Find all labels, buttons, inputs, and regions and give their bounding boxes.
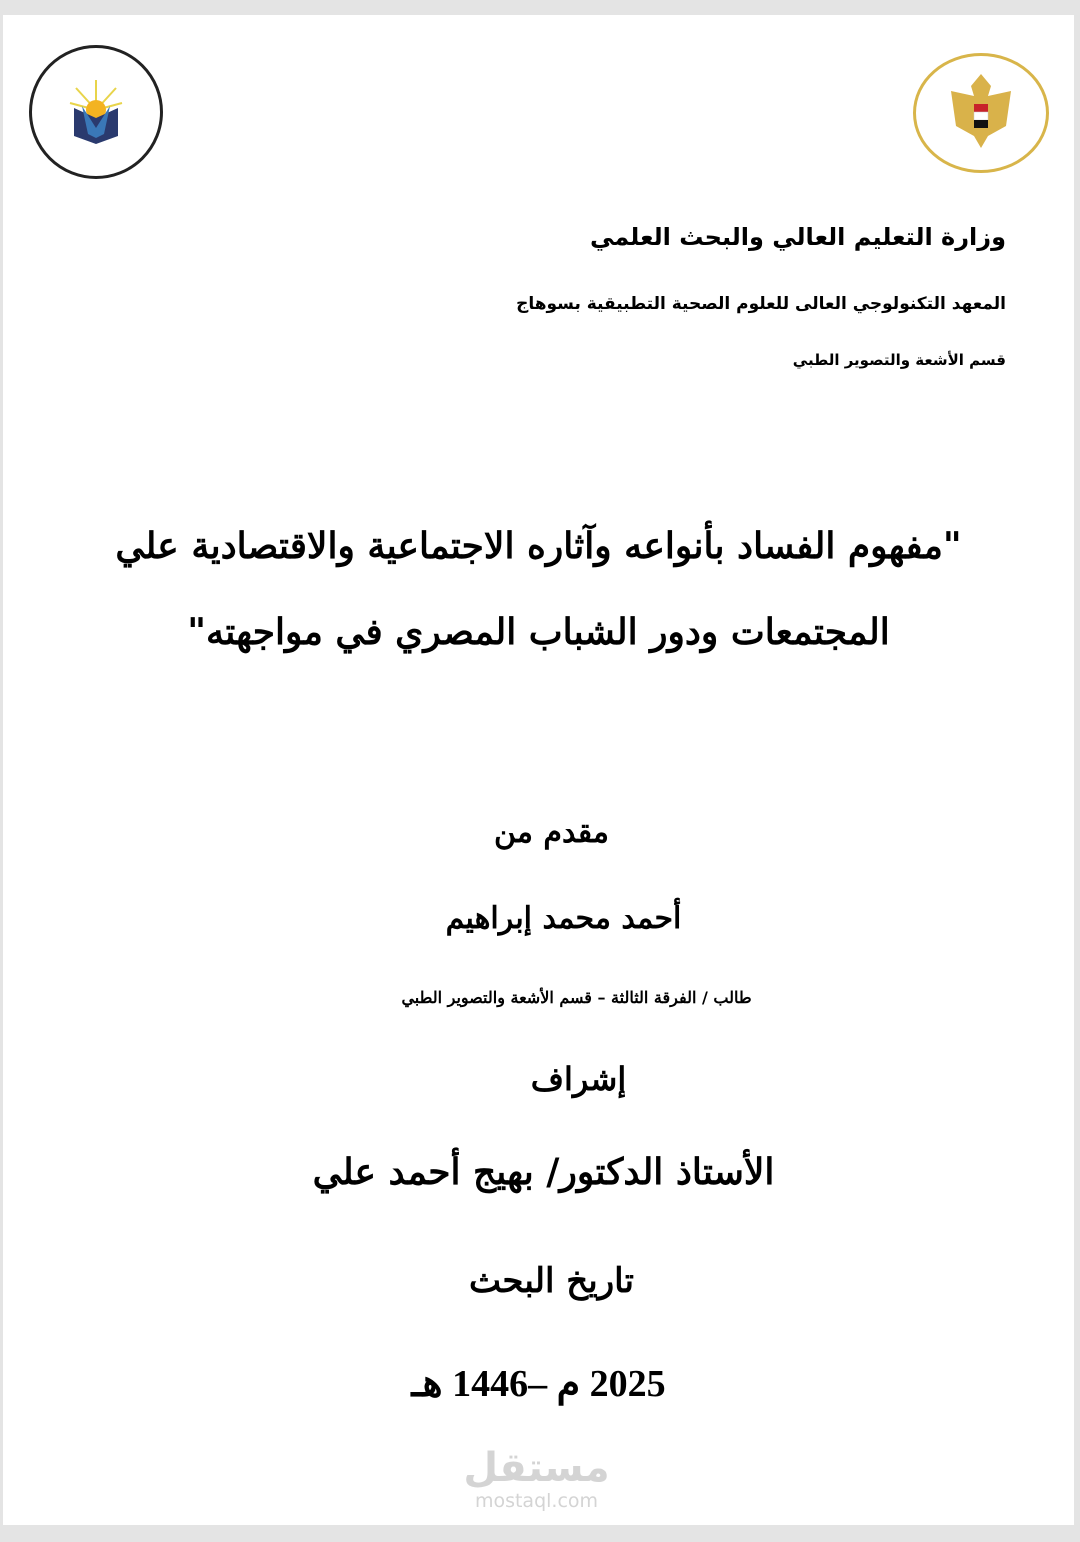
watermark-arabic: مستقل [463,1445,610,1491]
presented-by-label: مقدم من [494,815,609,850]
institute-logo-icon [32,48,160,176]
student-name: أحمد محمد إبراهيم [445,901,682,936]
student-details: طالب / الفرقة الثالثة – قسم الأشعة والتصوير الطبي [401,988,752,1007]
institute-logo [29,45,163,179]
ministry-name: وزارة التعليم العالي والبحث العلمي [589,223,1006,251]
research-date: 2025 م –1446 هـ [411,1363,666,1405]
ministry-logo [913,53,1049,173]
document-page [3,15,1074,1525]
research-title-line-2: المجتمعات ودور الشباب المصري في مواجهته" [187,611,890,653]
eagle-emblem-icon [916,56,1046,170]
supervision-label: إشراف [530,1060,627,1098]
department-name: قسم الأشعة والتصوير الطبي [792,351,1006,369]
research-title-line-1: "مفهوم الفساد بأنواعه وآثاره الاجتماعية والاقتصادية علي [115,525,962,567]
watermark-latin: mostaql.com [474,1490,599,1512]
date-label: تاريخ البحث [469,1261,634,1301]
institute-name: المعهد التكنولوجي العالى للعلوم الصحية التطبيقية بسوهاج [516,294,1006,314]
supervisor-name: الأستاذ الدكتور/ بهيج أحمد علي [312,1151,775,1193]
